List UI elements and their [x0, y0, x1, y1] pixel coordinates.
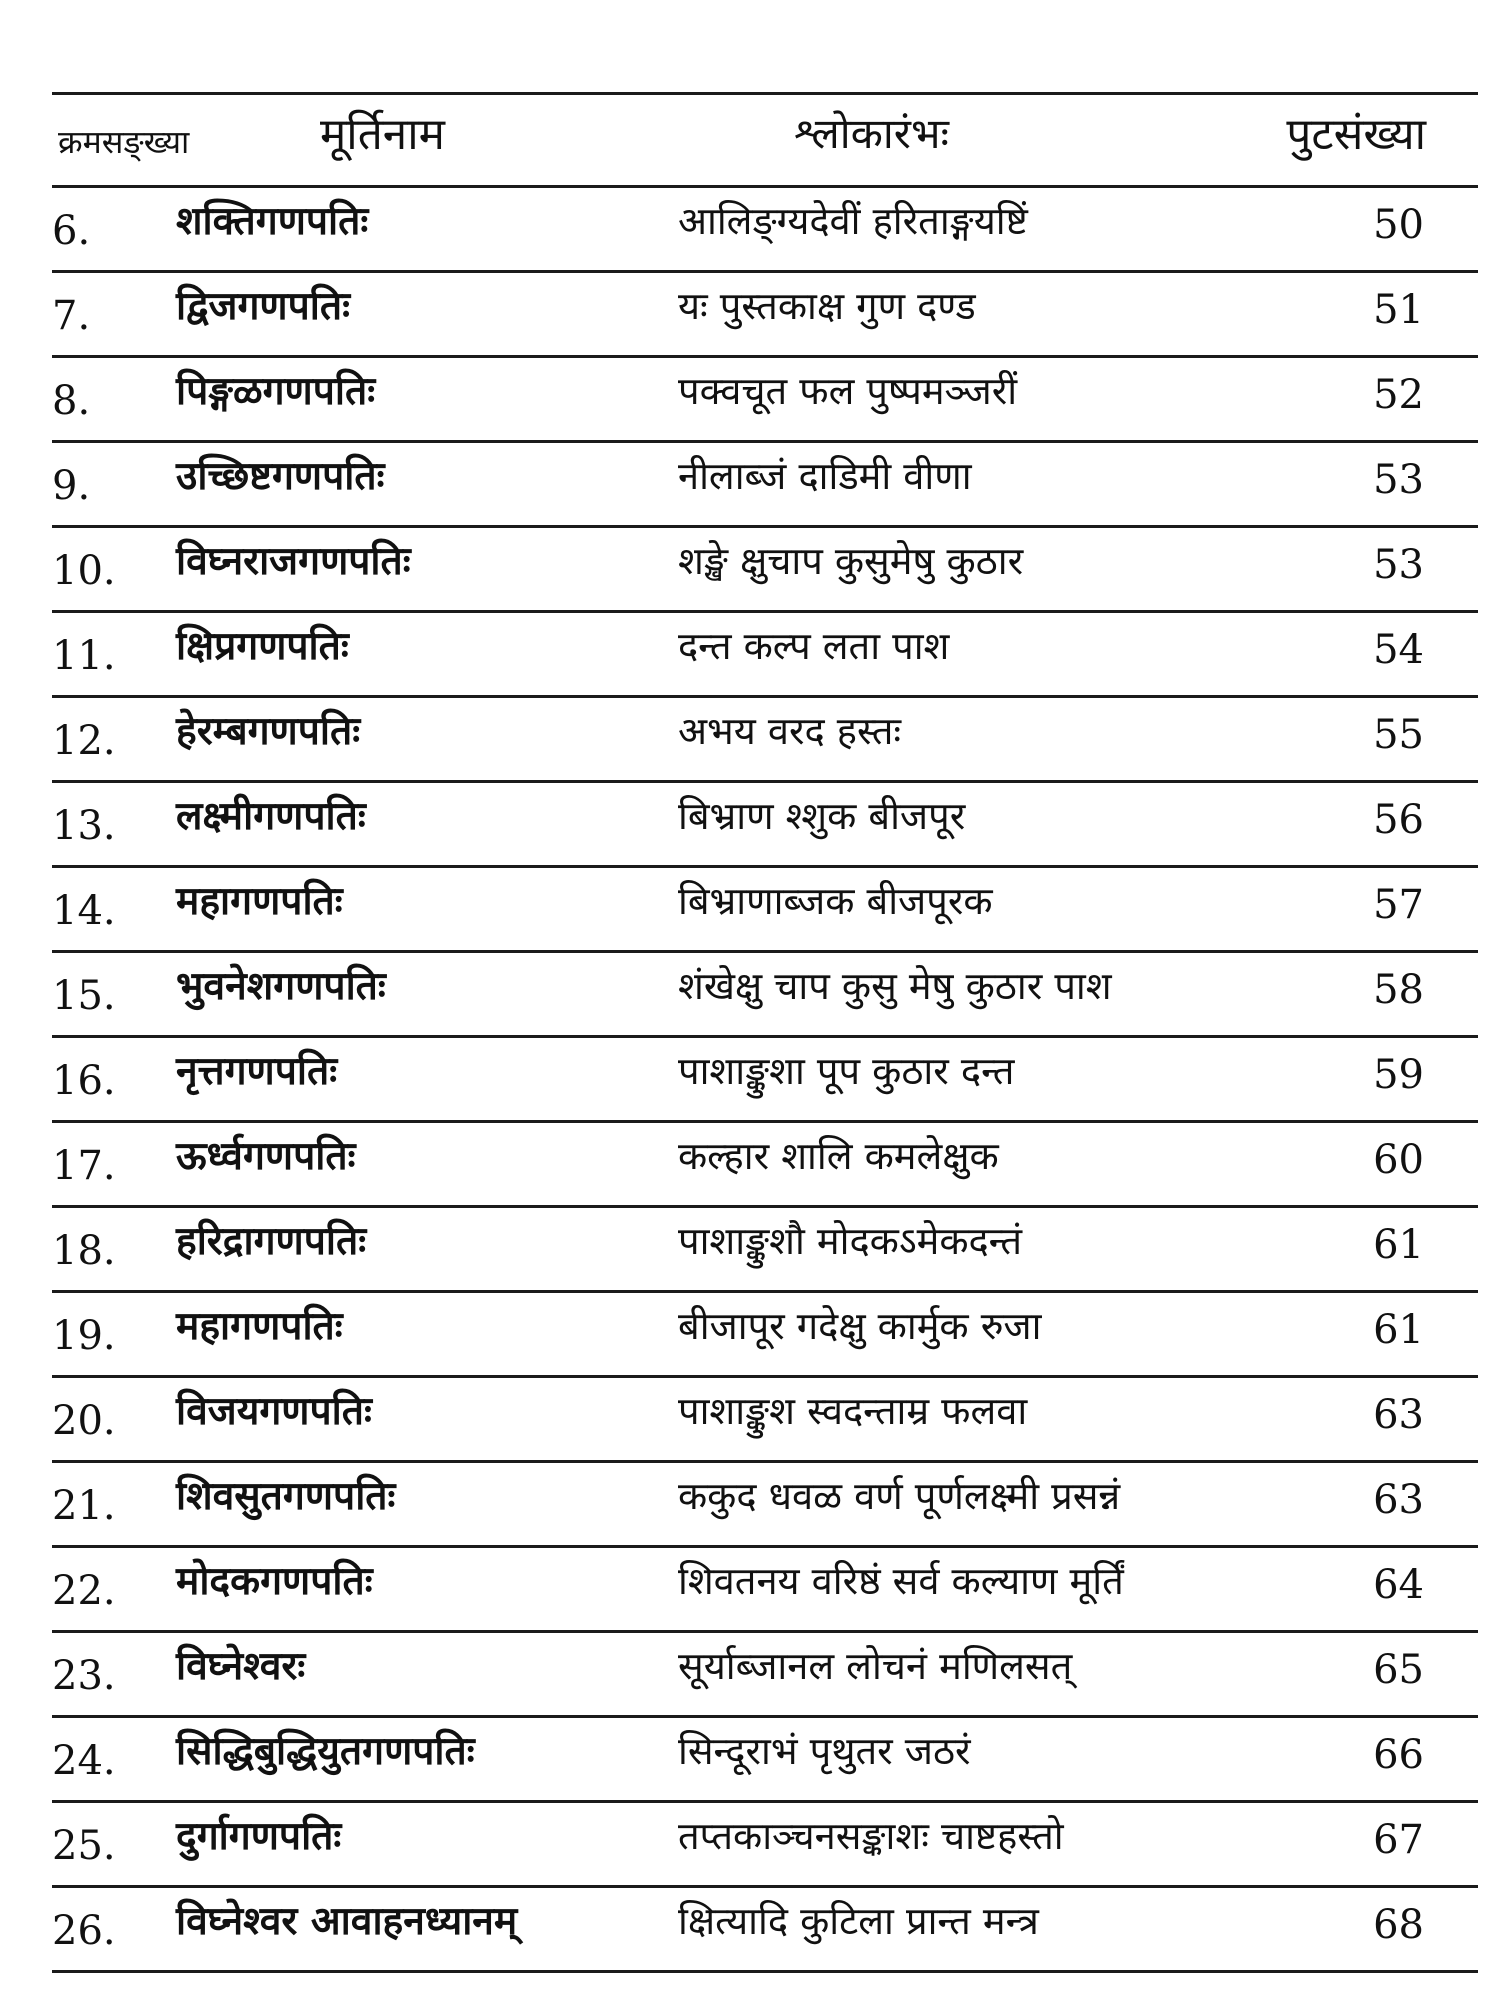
page-number: 61 — [1373, 1307, 1424, 1353]
serial-number: 9. — [52, 463, 91, 509]
verse-start: यः पुस्तकाक्ष गुण दण्ड — [678, 284, 976, 328]
form-name: विघ्नराजगणपतिः — [176, 539, 411, 584]
form-name: द्विजगणपतिः — [176, 284, 350, 329]
table-row — [52, 1123, 1478, 1208]
serial-number: 13. — [52, 803, 116, 849]
page-number: 61 — [1373, 1222, 1424, 1268]
page-number: 52 — [1373, 372, 1424, 418]
page-number: 63 — [1373, 1392, 1424, 1438]
table-row — [52, 1548, 1478, 1633]
form-name: शक्तिगणपतिः — [176, 199, 369, 244]
page-number: 58 — [1373, 967, 1424, 1013]
verse-start: दन्त कल्प लता पाश — [678, 624, 950, 668]
table-row — [52, 1038, 1478, 1123]
serial-number: 16. — [52, 1058, 116, 1104]
form-name: भुवनेशगणपतिः — [176, 964, 386, 1009]
serial-number: 11. — [52, 633, 116, 679]
form-name: महागणपतिः — [176, 1304, 343, 1349]
table-row — [52, 1718, 1478, 1803]
serial-number: 7. — [52, 293, 91, 339]
serial-number: 19. — [52, 1313, 116, 1359]
page-number: 63 — [1373, 1477, 1424, 1523]
form-name: पिङ्गळगणपतिः — [176, 369, 376, 414]
serial-number: 23. — [52, 1653, 116, 1699]
verse-start: अभय वरद हस्तः — [678, 709, 902, 753]
table-row — [52, 358, 1478, 443]
form-name: क्षिप्रगणपतिः — [176, 624, 349, 669]
table-row — [52, 528, 1478, 613]
page-number: 56 — [1373, 797, 1424, 843]
form-name: ऊर्ध्वगणपतिः — [176, 1134, 356, 1179]
table-row — [52, 1888, 1478, 1973]
verse-start: शङ्खे क्षुचाप कुसुमेषु कुठार — [678, 539, 1024, 583]
page-number: 55 — [1373, 712, 1424, 758]
verse-start: ककुद धवळ वर्ण पूर्णलक्ष्मी प्रसन्नं — [678, 1474, 1121, 1518]
verse-start: आलिङ्ग्यदेवीं हरिताङ्गयष्टिं — [678, 199, 1028, 243]
verse-start: शंखेक्षु चाप कुसु मेषु कुठार पाश — [678, 964, 1112, 1008]
form-name: शिवसुतगणपतिः — [176, 1474, 396, 1519]
form-name: लक्ष्मीगणपतिः — [176, 794, 366, 839]
table-row — [52, 1803, 1478, 1888]
serial-number: 18. — [52, 1228, 116, 1274]
form-name: विजयगणपतिः — [176, 1389, 372, 1434]
verse-start: बिभ्राण श्शुक बीजपूर — [678, 794, 966, 838]
form-name: मोदकगणपतिः — [176, 1559, 373, 1604]
table-header — [52, 92, 1478, 188]
verse-start: नीलाब्जं दाडिमी वीणा — [678, 454, 972, 498]
verse-start: पाशाङ्कुशौ मोदकऽमेकदन्तं — [678, 1219, 1023, 1263]
table-row — [52, 783, 1478, 868]
form-name: हरिद्रागणपतिः — [176, 1219, 367, 1264]
table-body — [52, 188, 1478, 1973]
serial-number: 17. — [52, 1143, 116, 1189]
serial-number: 8. — [52, 378, 91, 424]
serial-number: 22. — [52, 1568, 116, 1614]
table-row — [52, 443, 1478, 528]
verse-start: बिभ्राणाब्जक बीजपूरक — [678, 879, 993, 923]
verse-start: शिवतनय वरिष्ठं सर्व कल्याण मूर्तिं — [678, 1559, 1124, 1603]
form-name: विघ्नेश्वरः — [176, 1644, 306, 1689]
verse-start: बीजापूर गदेक्षु कार्मुक रुजा — [678, 1304, 1042, 1348]
serial-number: 15. — [52, 973, 116, 1019]
table-row — [52, 188, 1478, 273]
verse-start: क्षित्यादि कुटिला प्रान्त मन्त्र — [678, 1899, 1039, 1943]
index-table — [52, 92, 1478, 1973]
serial-number: 12. — [52, 718, 116, 764]
table-row — [52, 953, 1478, 1038]
serial-number: 14. — [52, 888, 116, 934]
serial-number: 6. — [52, 208, 91, 254]
form-name: हेरम्बगणपतिः — [176, 709, 361, 754]
page-number: 53 — [1373, 457, 1424, 503]
page-number: 66 — [1373, 1732, 1424, 1778]
page-number: 57 — [1373, 882, 1424, 928]
page-number: 64 — [1373, 1562, 1424, 1608]
page-number: 51 — [1373, 287, 1424, 333]
verse-start: पाशाङ्कुशा पूप कुठार दन्त — [678, 1049, 1015, 1093]
serial-number: 20. — [52, 1398, 116, 1444]
verse-start: पक्वचूत फल पुष्पमञ्जरीं — [678, 369, 1018, 413]
table-row — [52, 613, 1478, 698]
page-number: 54 — [1373, 627, 1424, 673]
table-row — [52, 273, 1478, 358]
form-name: नृत्तगणपतिः — [176, 1049, 338, 1094]
table-row — [52, 1293, 1478, 1378]
header-serial-number: क्रमसङ्ख्या — [58, 123, 190, 161]
serial-number: 24. — [52, 1738, 116, 1784]
form-name: दुर्गागणपतिः — [176, 1814, 342, 1859]
serial-number: 21. — [52, 1483, 116, 1529]
page-number: 68 — [1373, 1902, 1424, 1948]
table-row — [52, 868, 1478, 953]
header-page-number: पुटसंख्या — [1286, 109, 1426, 160]
header-verse-start: श्लोकारंभः — [794, 109, 949, 158]
page-number: 60 — [1373, 1137, 1424, 1183]
page-number: 59 — [1373, 1052, 1424, 1098]
serial-number: 25. — [52, 1823, 116, 1869]
form-name: उच्छिष्टगणपतिः — [176, 454, 385, 499]
header-form-name: मूर्तिनाम — [320, 109, 445, 160]
form-name: सिद्धिबुद्धियुतगणपतिः — [176, 1729, 475, 1774]
form-name: विघ्नेश्वर आवाहनध्यानम् — [176, 1899, 518, 1944]
page-number: 67 — [1373, 1817, 1424, 1863]
verse-start: तप्तकाञ्चनसङ्काशः चाष्टहस्तो — [678, 1814, 1064, 1858]
table-row — [52, 698, 1478, 783]
serial-number: 10. — [52, 548, 116, 594]
table-row — [52, 1378, 1478, 1463]
verse-start: कल्हार शालि कमलेक्षुक — [678, 1134, 999, 1178]
table-row — [52, 1633, 1478, 1718]
table-row — [52, 1463, 1478, 1548]
form-name: महागणपतिः — [176, 879, 343, 924]
serial-number: 26. — [52, 1908, 116, 1954]
verse-start: पाशाङ्कुश स्वदन्ताम्र फलवा — [678, 1389, 1028, 1433]
verse-start: सिन्दूराभं पृथुतर जठरं — [678, 1729, 971, 1773]
page-number: 65 — [1373, 1647, 1424, 1693]
page-number: 53 — [1373, 542, 1424, 588]
table-row — [52, 1208, 1478, 1293]
page-number: 50 — [1373, 202, 1424, 248]
verse-start: सूर्याब्जानल लोचनं मणिलसत् — [678, 1644, 1073, 1688]
